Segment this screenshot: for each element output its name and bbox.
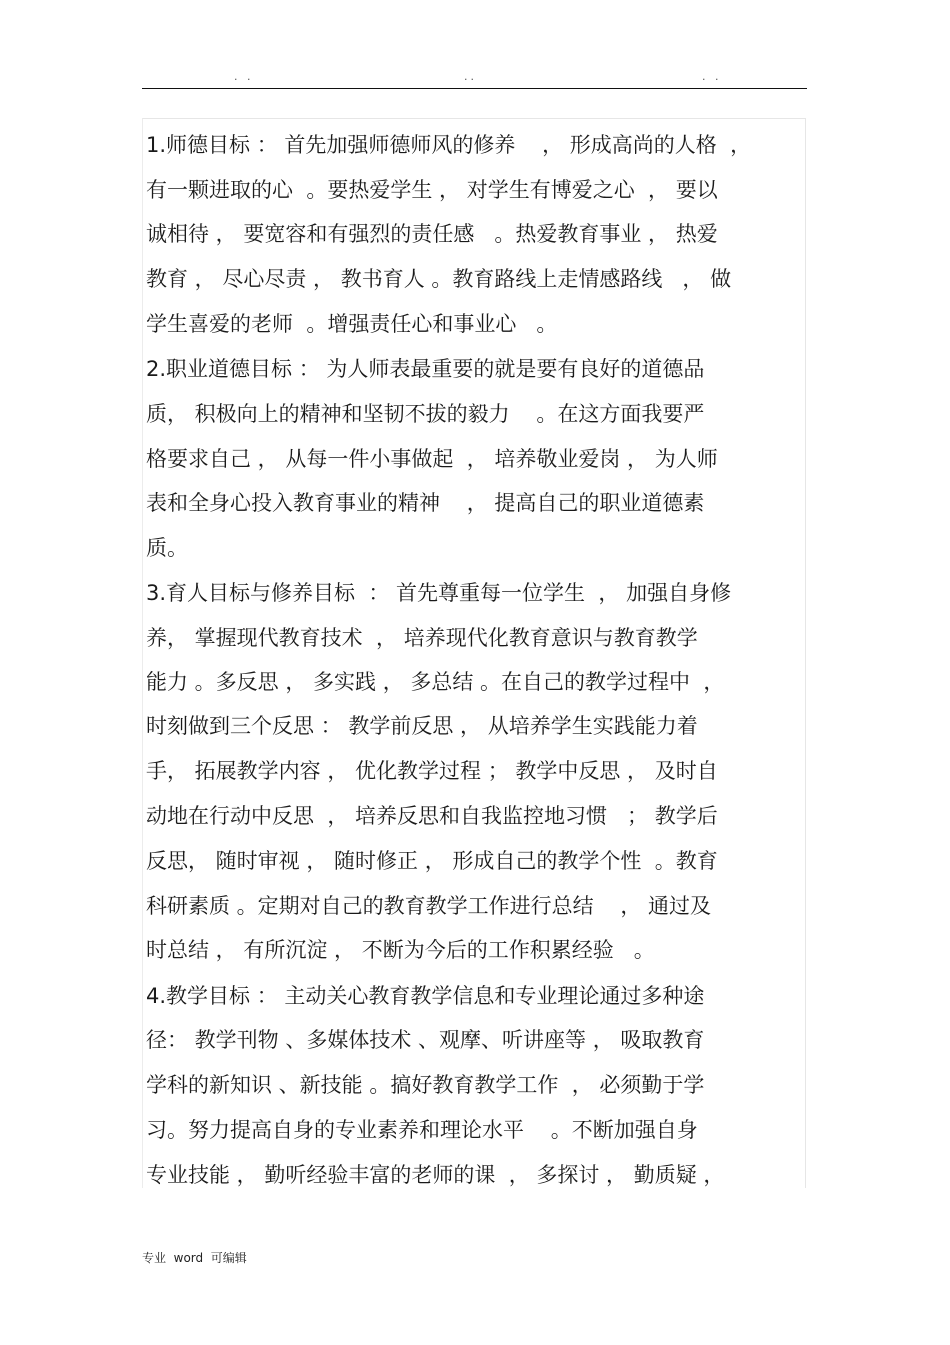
body-line: 科研素质 。定期对自己的教育教学工作进行总结 ， 通过及 xyxy=(146,894,712,918)
header-rule xyxy=(142,88,807,89)
body-line: 4.教学目标 ： 主动关心教育教学信息和专业理论通过多种途 xyxy=(146,984,705,1008)
body-line: 2.职业道德目标 ： 为人师表最重要的就是要有良好的道德品 xyxy=(146,357,705,381)
footer-note: 专业 word 可编辑 xyxy=(142,1251,247,1265)
header-mark-center: .. xyxy=(464,70,477,83)
body-line: 1.师德目标 ： 首先加强师德师风的修养 ， 形成高尚的人格 ， xyxy=(146,133,752,157)
body-line: 表和全身心投入教育事业的精神 ， 提高自己的职业道德素 xyxy=(146,491,705,515)
body-line: 专业技能 ， 勤听经验丰富的老师的课 ， 多探讨 ， 勤质疑 ， xyxy=(146,1163,725,1187)
body-line: 学生喜爱的老师 。增强责任心和事业心 。 xyxy=(146,312,558,336)
body-line: 质。 xyxy=(146,536,188,560)
body-line: 动地在行动中反思 ， 培养反思和自我监控地习惯 ； 教学后 xyxy=(146,804,718,828)
body-line: 学科的新知识 、新技能 。搞好教育教学工作 ， 必须勤于学 xyxy=(146,1073,705,1097)
body-line: 有一颗进取的心 。要热爱学生 ， 对学生有博爱之心 ， 要以 xyxy=(146,178,718,202)
body-line: 质， 积极向上的精神和坚韧不拔的毅力 。在这方面我要严 xyxy=(146,402,705,426)
body-line: 格要求自己 ， 从每一件小事做起 ， 培养敬业爱岗 ， 为人师 xyxy=(146,447,718,471)
body-line: 时刻做到三个反思 ： 教学前反思 ， 从培养学生实践能力着 xyxy=(146,714,698,738)
body-line: 时总结 ， 有所沉淀 ， 不断为今后的工作积累经验 。 xyxy=(146,938,655,962)
body-line: 诚相待 ， 要宽容和有强烈的责任感 。热爱教育事业 ， 热爱 xyxy=(146,222,718,246)
header-marks xyxy=(142,70,807,84)
body-line: 习。努力提高自身的专业素养和理论水平 。不断加强自身 xyxy=(146,1118,698,1142)
body-line: 能力 。多反思 ， 多实践 ， 多总结 。在自己的教学过程中 ， xyxy=(146,670,725,694)
body-line: 教育 ， 尽心尽责 ， 教书育人 。教育路线上走情感路线 ， 做 xyxy=(146,267,732,291)
header-mark-right: . . xyxy=(702,70,722,83)
document-body xyxy=(142,118,806,1188)
header-mark-left: . . xyxy=(234,70,254,83)
body-line: 3.育人目标与修养目标 ： 首先尊重每一位学生 ， 加强自身修 xyxy=(146,581,732,605)
body-line: 养， 掌握现代教育技术 ， 培养现代化教育意识与教育教学 xyxy=(146,626,698,650)
body-line: 径： 教学刊物 、多媒体技术 、观摩、听讲座等 ， 吸取教育 xyxy=(146,1028,705,1052)
body-line: 手， 拓展教学内容 ， 优化教学过程 ； 教学中反思 ， 及时自 xyxy=(146,759,718,783)
body-line: 反思， 随时审视 ， 随时修正 ， 形成自己的教学个性 。教育 xyxy=(146,849,718,873)
